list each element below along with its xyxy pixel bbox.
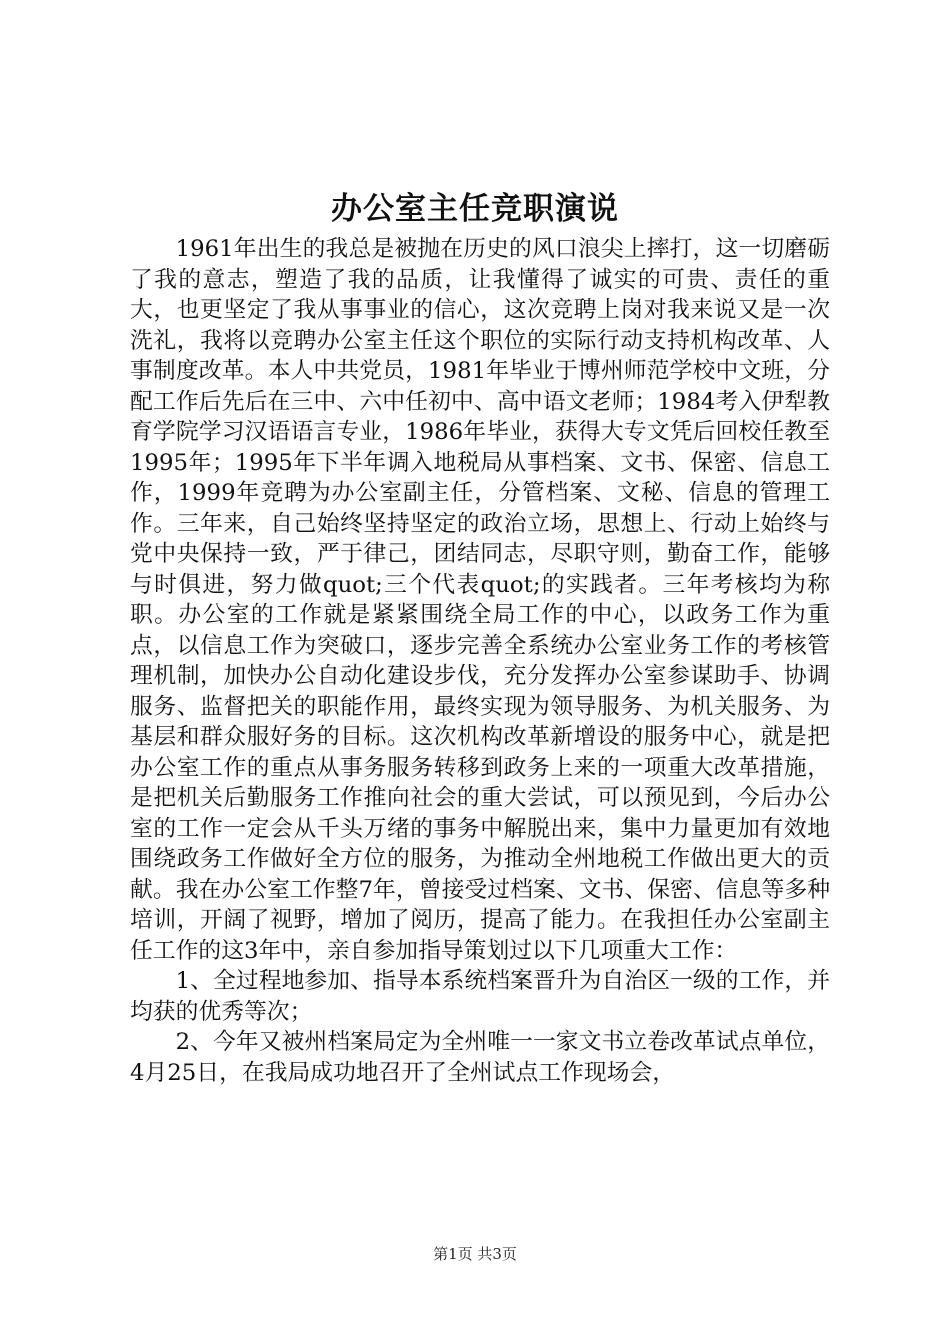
body-paragraph: 1、全过程地参加、指导本系统档案晋升为自治区一级的工作，并均获的优秀等次； xyxy=(130,968,830,1025)
document-title: 办公室主任竞职演说 xyxy=(331,191,619,227)
body-paragraph: 2、今年又被州档案局定为全州唯一一家文书立卷改革试点单位，4月25日，在我局成功地召开了全州试点工作现场会， xyxy=(130,1029,830,1086)
document-body xyxy=(130,234,830,1088)
body-paragraph: 1961年出生的我总是被抛在历史的风口浪尖上摔打，这一切磨砺了我的意志，塑造了我的品质，让我懂得了诚实的可贵、责任的重大，也更坚定了我从事事业的信心，这次竞聘上岗对我来说又是一次洗礼，我将以竞聘办公室主任这个职位的实际行动支持机构改革、人事制度改革。本人中共党员，1981年毕业于博州师范学校中文班，分配工作后先后在三中、六中任初中、高中语文老师；1984考入伊犁教育学院学习汉语语言专业，1986年毕业，获得大专文凭后回校任教至1995年；1995年下半年调入地税局从事档案、文书、保密、信息工作，1999年竞聘为办公室副主任，分管档案、文秘、信息的管理工作。三年来，自己始终坚持坚定的政治立场，思想上、行动上始终与党中央保持一致，严于律己，团结同志，尽职守则，勤奋工作，能够与时俱进，努力做quot;三个代表quot;的实践者。三年考核均为称职。办公室的工作就是紧紧围绕全局工作的中心，以政务工作为重点，以信息工作为突破口，逐步完善全系统办公室业务工作的考核管理机制，加快办公自动化建设步伐，充分发挥办公室参谋助手、协调服务、监督把关的职能作用，最终实现为领导服务、为机关服务、为基层和群众服好务的目标。这次机构改革新增设的服务中心，就是把办公室工作的重点从事务服务转移到政务上来的一项重大改革措施，是把机关后勤服务工作推向社会的重大尝试，可以预见到，今后办公室的工作一定会从千头万绪的事务中解脱出来，集中力量更加有效地围绕政务工作做好全方位的服务，为推动全州地税工作做出更大的贡献。我在办公室工作整7年，曾接受过档案、文书、保密、信息等多种培训，开阔了视野，增加了阅历，提高了能力。在我担任办公室副主任工作的这3年中，亲自参加指导策划过以下几项重大工作： xyxy=(130,236,830,964)
page-footer: 第1页 共3页 xyxy=(433,1245,517,1263)
